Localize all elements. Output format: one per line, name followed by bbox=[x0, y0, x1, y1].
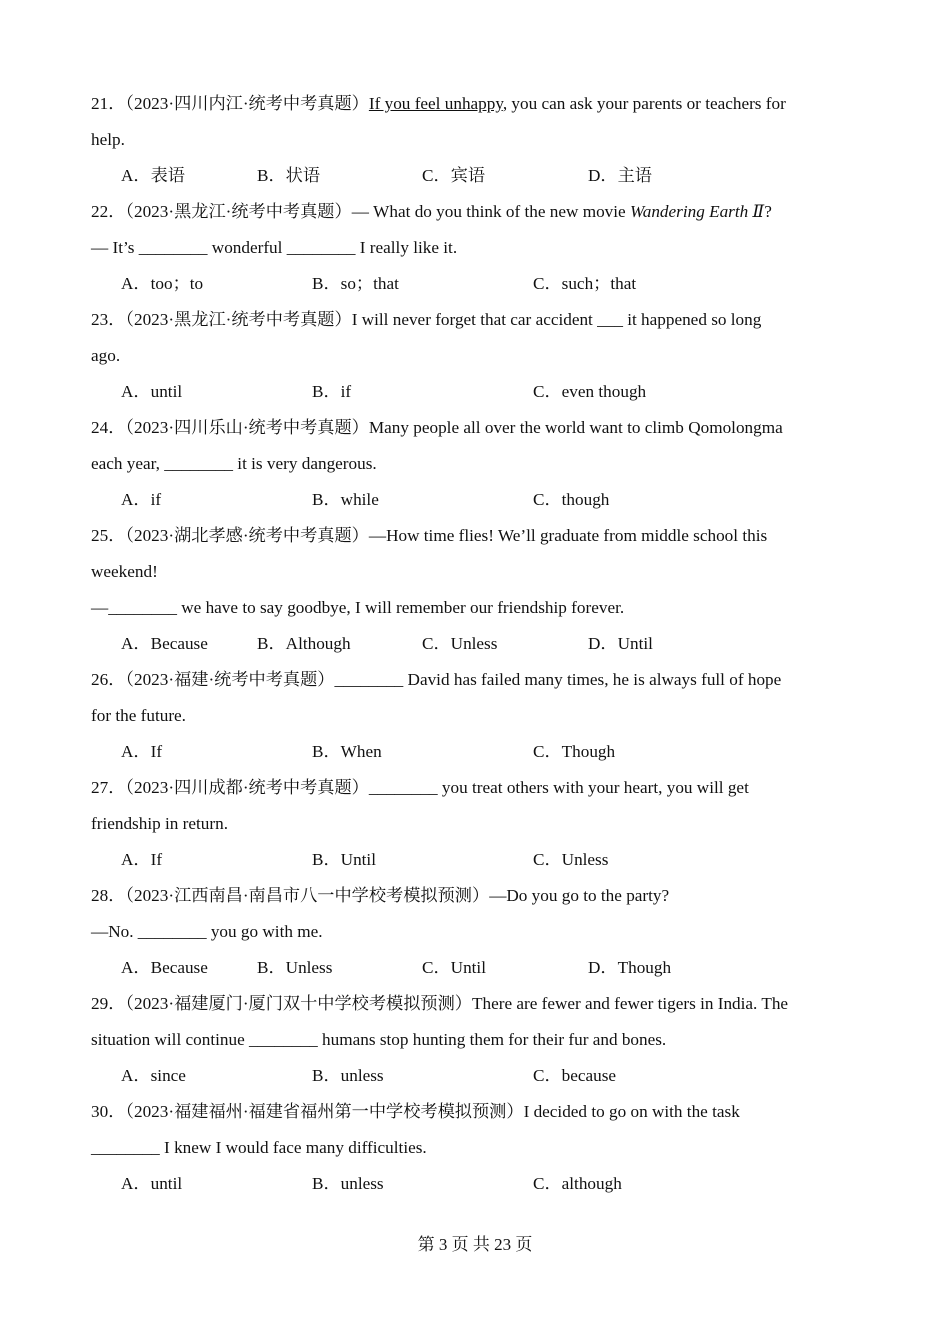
question-26 bbox=[91, 662, 861, 770]
question-30 bbox=[91, 1094, 861, 1202]
options-row bbox=[91, 626, 861, 662]
stem-text: ? bbox=[764, 202, 772, 221]
question-number: 21． bbox=[91, 94, 126, 113]
question-source: （2023·黑龙江·统考中考真题） bbox=[125, 202, 352, 221]
option-c: C．although bbox=[533, 1174, 622, 1193]
options-row bbox=[91, 266, 861, 302]
question-21 bbox=[91, 86, 861, 194]
options-row bbox=[91, 374, 861, 410]
options-row bbox=[91, 482, 861, 518]
question-source: （2023·湖北孝感·统考中考真题） bbox=[125, 526, 369, 545]
option-c: C．such；that bbox=[533, 274, 637, 293]
question-stem bbox=[91, 194, 861, 230]
question-source: （2023·黑龙江·统考中考真题） bbox=[125, 310, 352, 329]
question-28 bbox=[91, 878, 861, 986]
option-d: D．Until bbox=[588, 634, 653, 653]
stem-line: —________ we have to say goodbye, I will remember our friendship forever. bbox=[91, 598, 625, 617]
question-stem bbox=[91, 770, 861, 806]
stem-text: ________ you treat others with your heart, you will get bbox=[368, 778, 749, 797]
question-source: （2023·福建福州·福建省福州第一中学校考模拟预测） bbox=[125, 1102, 524, 1121]
question-source: （2023·江西南昌·南昌市八一中学校考模拟预测） bbox=[125, 886, 490, 905]
question-number: 28． bbox=[91, 886, 126, 905]
option-b: B．if bbox=[312, 382, 352, 401]
stem-text: I decided to go on with the task bbox=[523, 1102, 740, 1121]
option-b: B．unless bbox=[312, 1174, 384, 1193]
option-a: A．if bbox=[121, 490, 162, 509]
option-a: A．If bbox=[121, 850, 163, 869]
option-c: C．Unless bbox=[422, 634, 498, 653]
question-stem bbox=[91, 1094, 861, 1130]
movie-title: Wandering Earth Ⅱ bbox=[629, 202, 765, 221]
option-a: A．Because bbox=[121, 634, 208, 653]
stem-line: for the future. bbox=[91, 706, 186, 725]
question-29 bbox=[91, 986, 861, 1094]
option-c: C．Though bbox=[533, 742, 616, 761]
option-a: A．too；to bbox=[121, 274, 204, 293]
option-b: B．When bbox=[312, 742, 382, 761]
question-25 bbox=[91, 518, 861, 662]
question-stem bbox=[91, 878, 861, 914]
question-27 bbox=[91, 770, 861, 878]
option-b: B．while bbox=[312, 490, 379, 509]
stem-line: ________ I knew I would face many difficulties. bbox=[91, 1138, 427, 1157]
stem-text: — What do you think of the new movie bbox=[351, 202, 630, 221]
option-b: B．Unless bbox=[257, 958, 333, 977]
options-row bbox=[91, 158, 861, 194]
question-number: 24． bbox=[91, 418, 126, 437]
option-a: A．until bbox=[121, 1174, 183, 1193]
question-source: （2023·四川内江·统考中考真题） bbox=[125, 94, 369, 113]
page-footer: 第 3 页 共 23 页 bbox=[417, 1235, 533, 1254]
question-stem bbox=[91, 410, 861, 446]
option-b: B．unless bbox=[312, 1066, 384, 1085]
question-source: （2023·福建厦门·厦门双十中学校考模拟预测） bbox=[125, 994, 472, 1013]
question-number: 22． bbox=[91, 202, 126, 221]
option-b: B．状语 bbox=[257, 166, 321, 185]
options-row bbox=[91, 1166, 861, 1202]
question-source: （2023·四川乐山·统考中考真题） bbox=[125, 418, 369, 437]
question-stem bbox=[91, 518, 861, 554]
stem-line: each year, ________ it is very dangerous. bbox=[91, 454, 377, 473]
stem-text: ________ David has failed many times, he is always full of hope bbox=[334, 670, 782, 689]
option-a: A．until bbox=[121, 382, 183, 401]
options-row bbox=[91, 1058, 861, 1094]
question-source: （2023·四川成都·统考中考真题） bbox=[125, 778, 369, 797]
question-stem bbox=[91, 662, 861, 698]
stem-line: help. bbox=[91, 130, 125, 149]
stem-line: situation will continue ________ humans stop hunting them for their fur and bones. bbox=[91, 1030, 667, 1049]
options-row bbox=[91, 842, 861, 878]
question-number: 23． bbox=[91, 310, 126, 329]
question-number: 26． bbox=[91, 670, 126, 689]
option-a: A．since bbox=[121, 1066, 186, 1085]
question-number: 27． bbox=[91, 778, 126, 797]
option-a: A．If bbox=[121, 742, 163, 761]
stem-text: There are fewer and fewer tigers in India. The bbox=[472, 994, 789, 1013]
underlined-phrase: If you feel unhappy bbox=[368, 94, 503, 113]
option-c: C．because bbox=[533, 1066, 617, 1085]
stem-line: —No. ________ you go with me. bbox=[91, 922, 323, 941]
question-number: 25． bbox=[91, 526, 126, 545]
options-row bbox=[91, 950, 861, 986]
stem-line: — It’s ________ wonderful ________ I really like it. bbox=[91, 238, 458, 257]
question-list bbox=[91, 86, 861, 1202]
option-c: C．Until bbox=[422, 958, 486, 977]
option-b: B．so；that bbox=[312, 274, 399, 293]
option-c: C．Unless bbox=[533, 850, 609, 869]
question-number: 29． bbox=[91, 994, 126, 1013]
stem-text: —Do you go to the party? bbox=[489, 886, 670, 905]
option-c: C．宾语 bbox=[422, 166, 486, 185]
question-stem bbox=[91, 86, 861, 122]
stem-line: ago. bbox=[91, 346, 121, 365]
question-stem bbox=[91, 986, 861, 1022]
question-23 bbox=[91, 302, 861, 410]
option-d: D．主语 bbox=[588, 166, 652, 185]
question-number: 30． bbox=[91, 1102, 126, 1121]
question-source: （2023·福建·统考中考真题） bbox=[125, 670, 335, 689]
option-a: A．Because bbox=[121, 958, 208, 977]
option-a: A．表语 bbox=[121, 166, 185, 185]
question-stem bbox=[91, 302, 861, 338]
option-b: B．Until bbox=[312, 850, 376, 869]
stem-text: —How time flies! We’ll graduate from middle school this bbox=[368, 526, 768, 545]
stem-line: friendship in return. bbox=[91, 814, 228, 833]
option-c: C．even though bbox=[533, 382, 647, 401]
stem-text: , you can ask your parents or teachers for bbox=[502, 94, 786, 113]
stem-text: Many people all over the world want to climb Qomolongma bbox=[368, 418, 783, 437]
options-row bbox=[91, 734, 861, 770]
option-c: C．though bbox=[533, 490, 610, 509]
question-22 bbox=[91, 194, 861, 302]
stem-line: weekend! bbox=[91, 562, 158, 581]
option-d: D．Though bbox=[588, 958, 672, 977]
question-24 bbox=[91, 410, 861, 518]
option-b: B．Although bbox=[257, 634, 351, 653]
stem-text: I will never forget that car accident ___ it happened so long bbox=[351, 310, 762, 329]
